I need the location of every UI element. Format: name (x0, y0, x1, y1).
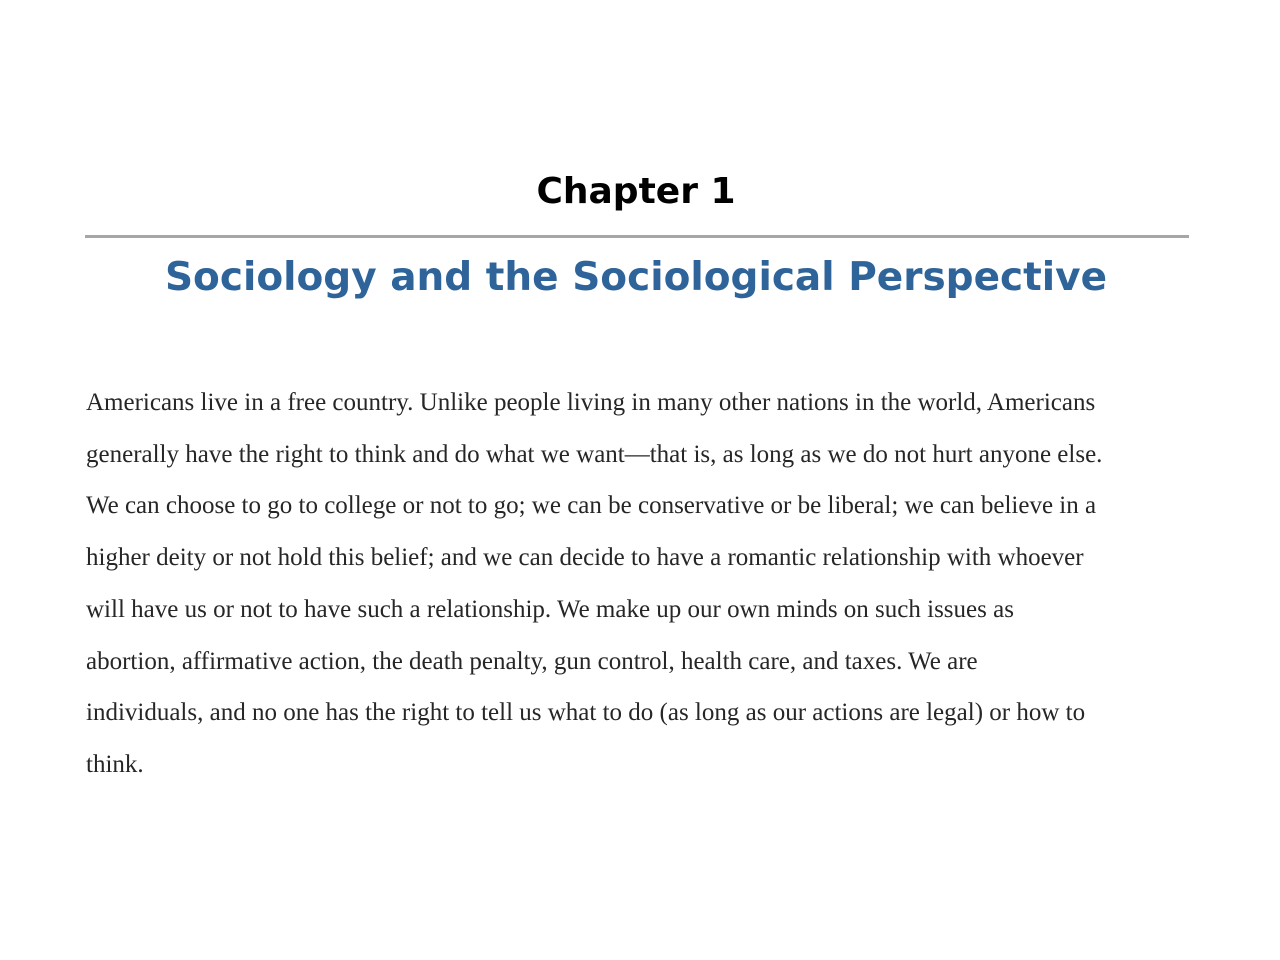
paragraph-line: We can choose to go to college or not to go; we can be conservative or be liberal; we can believe in a (86, 492, 1097, 520)
chapter-label: Chapter 1 (536, 171, 736, 212)
paragraph-line: individuals, and no one has the right to tell us what to do (as long as our actions are legal) or how to (86, 699, 1086, 727)
body-paragraph (86, 377, 1196, 791)
paragraph-line: higher deity or not hold this belief; and we can decide to have a romantic relationship with whoever (86, 544, 1084, 572)
paragraph-line: abortion, affirmative action, the death penalty, gun control, health care, and taxes. We are (86, 647, 978, 675)
title-divider (85, 235, 1189, 238)
paragraph-line: Americans live in a free country. Unlike people living in many other nations in the world, Americans (86, 389, 1096, 416)
paragraph-line: generally have the right to think and do what we want—that is, as long as we do not hurt anyone else. (86, 440, 1103, 468)
paragraph-line: will have us or not to have such a relationship. We make up our own minds on such issues as (86, 595, 1014, 623)
paragraph-line: think. (86, 750, 144, 778)
chapter-title: Sociology and the Sociological Perspective (164, 255, 1108, 300)
